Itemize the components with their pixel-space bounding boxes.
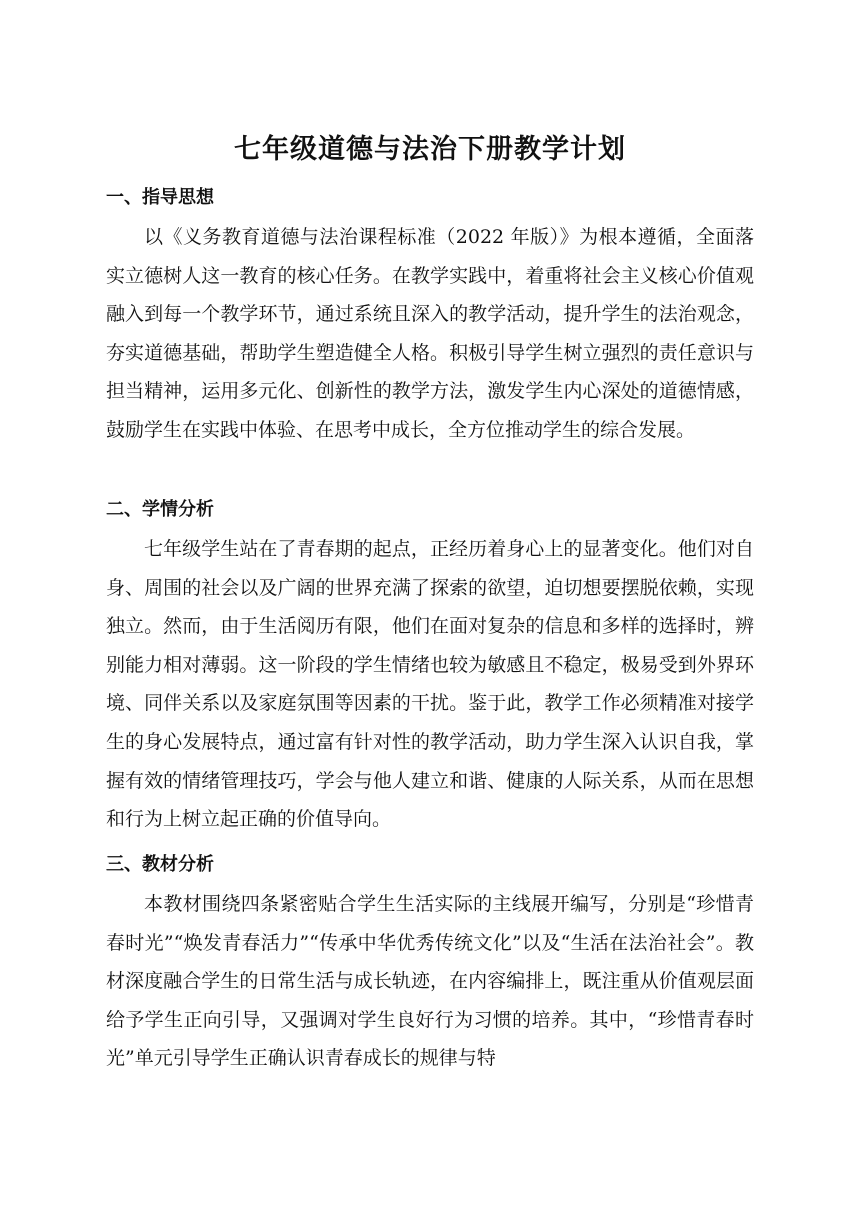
section-textbook-analysis bbox=[106, 851, 754, 1078]
section-student-analysis bbox=[106, 496, 754, 839]
section-guiding-ideology bbox=[106, 184, 754, 450]
section-paragraph: 本教材围绕四条紧密贴合学生生活实际的主线展开编写，分别是“珍惜青春时光”“焕发青春活力”“传承中华优秀传统文化”以及“生活在法治社会”。教材深度融合学生的日常生活与成长轨迹，在内容编排上，既注重从价值观层面给予学生正向引导，又强调对学生良好行为习惯的培养。其中，“珍惜青春时光”单元引导学生正确认识青春成长的规律与特 bbox=[106, 893, 754, 1070]
document-title: 七年级道德与法治下册教学计划 bbox=[234, 134, 626, 165]
section-heading: 一、指导思想 bbox=[106, 187, 214, 208]
section-paragraph: 以《义务教育道德与法治课程标准（2022 年版）》为根本遵循，全面落实立德树人这一教育的核心任务。在教学实践中，着重将社会主义核心价值观融入到每一个教学环节，通过系统且深入的教学活动，提升学生的法治观念，夯实道德基础，帮助学生塑造健全人格。积极引导学生树立强烈的责任意识与担当精神，运用多元化、创新性的教学方法，激发学生内心深处的道德情感，鼓励学生在实践中体验、在思考中成长，全方位推动学生的综合发展。 bbox=[106, 226, 754, 441]
section-heading: 三、教材分析 bbox=[106, 854, 214, 875]
section-paragraph: 七年级学生站在了青春期的起点，正经历着身心上的显著变化。他们对自身、周围的社会以及广阔的世界充满了探索的欲望，迫切想要摆脱依赖，实现独立。然而，由于生活阅历有限，他们在面对复杂的信息和多样的选择时，辨别能力相对薄弱。这一阶段的学生情绪也较为敏感且不稳定，极易受到外界环境、同伴关系以及家庭氛围等因素的干扰。鉴于此，教学工作必须精准对接学生的身心发展特点，通过富有针对性的教学活动，助力学生深入认识自我，掌握有效的情绪管理技巧，学会与他人建立和谐、健康的人际关系，从而在思想和行为上树立起正确的价值导向。 bbox=[106, 538, 754, 831]
section-heading: 二、学情分析 bbox=[106, 499, 214, 520]
